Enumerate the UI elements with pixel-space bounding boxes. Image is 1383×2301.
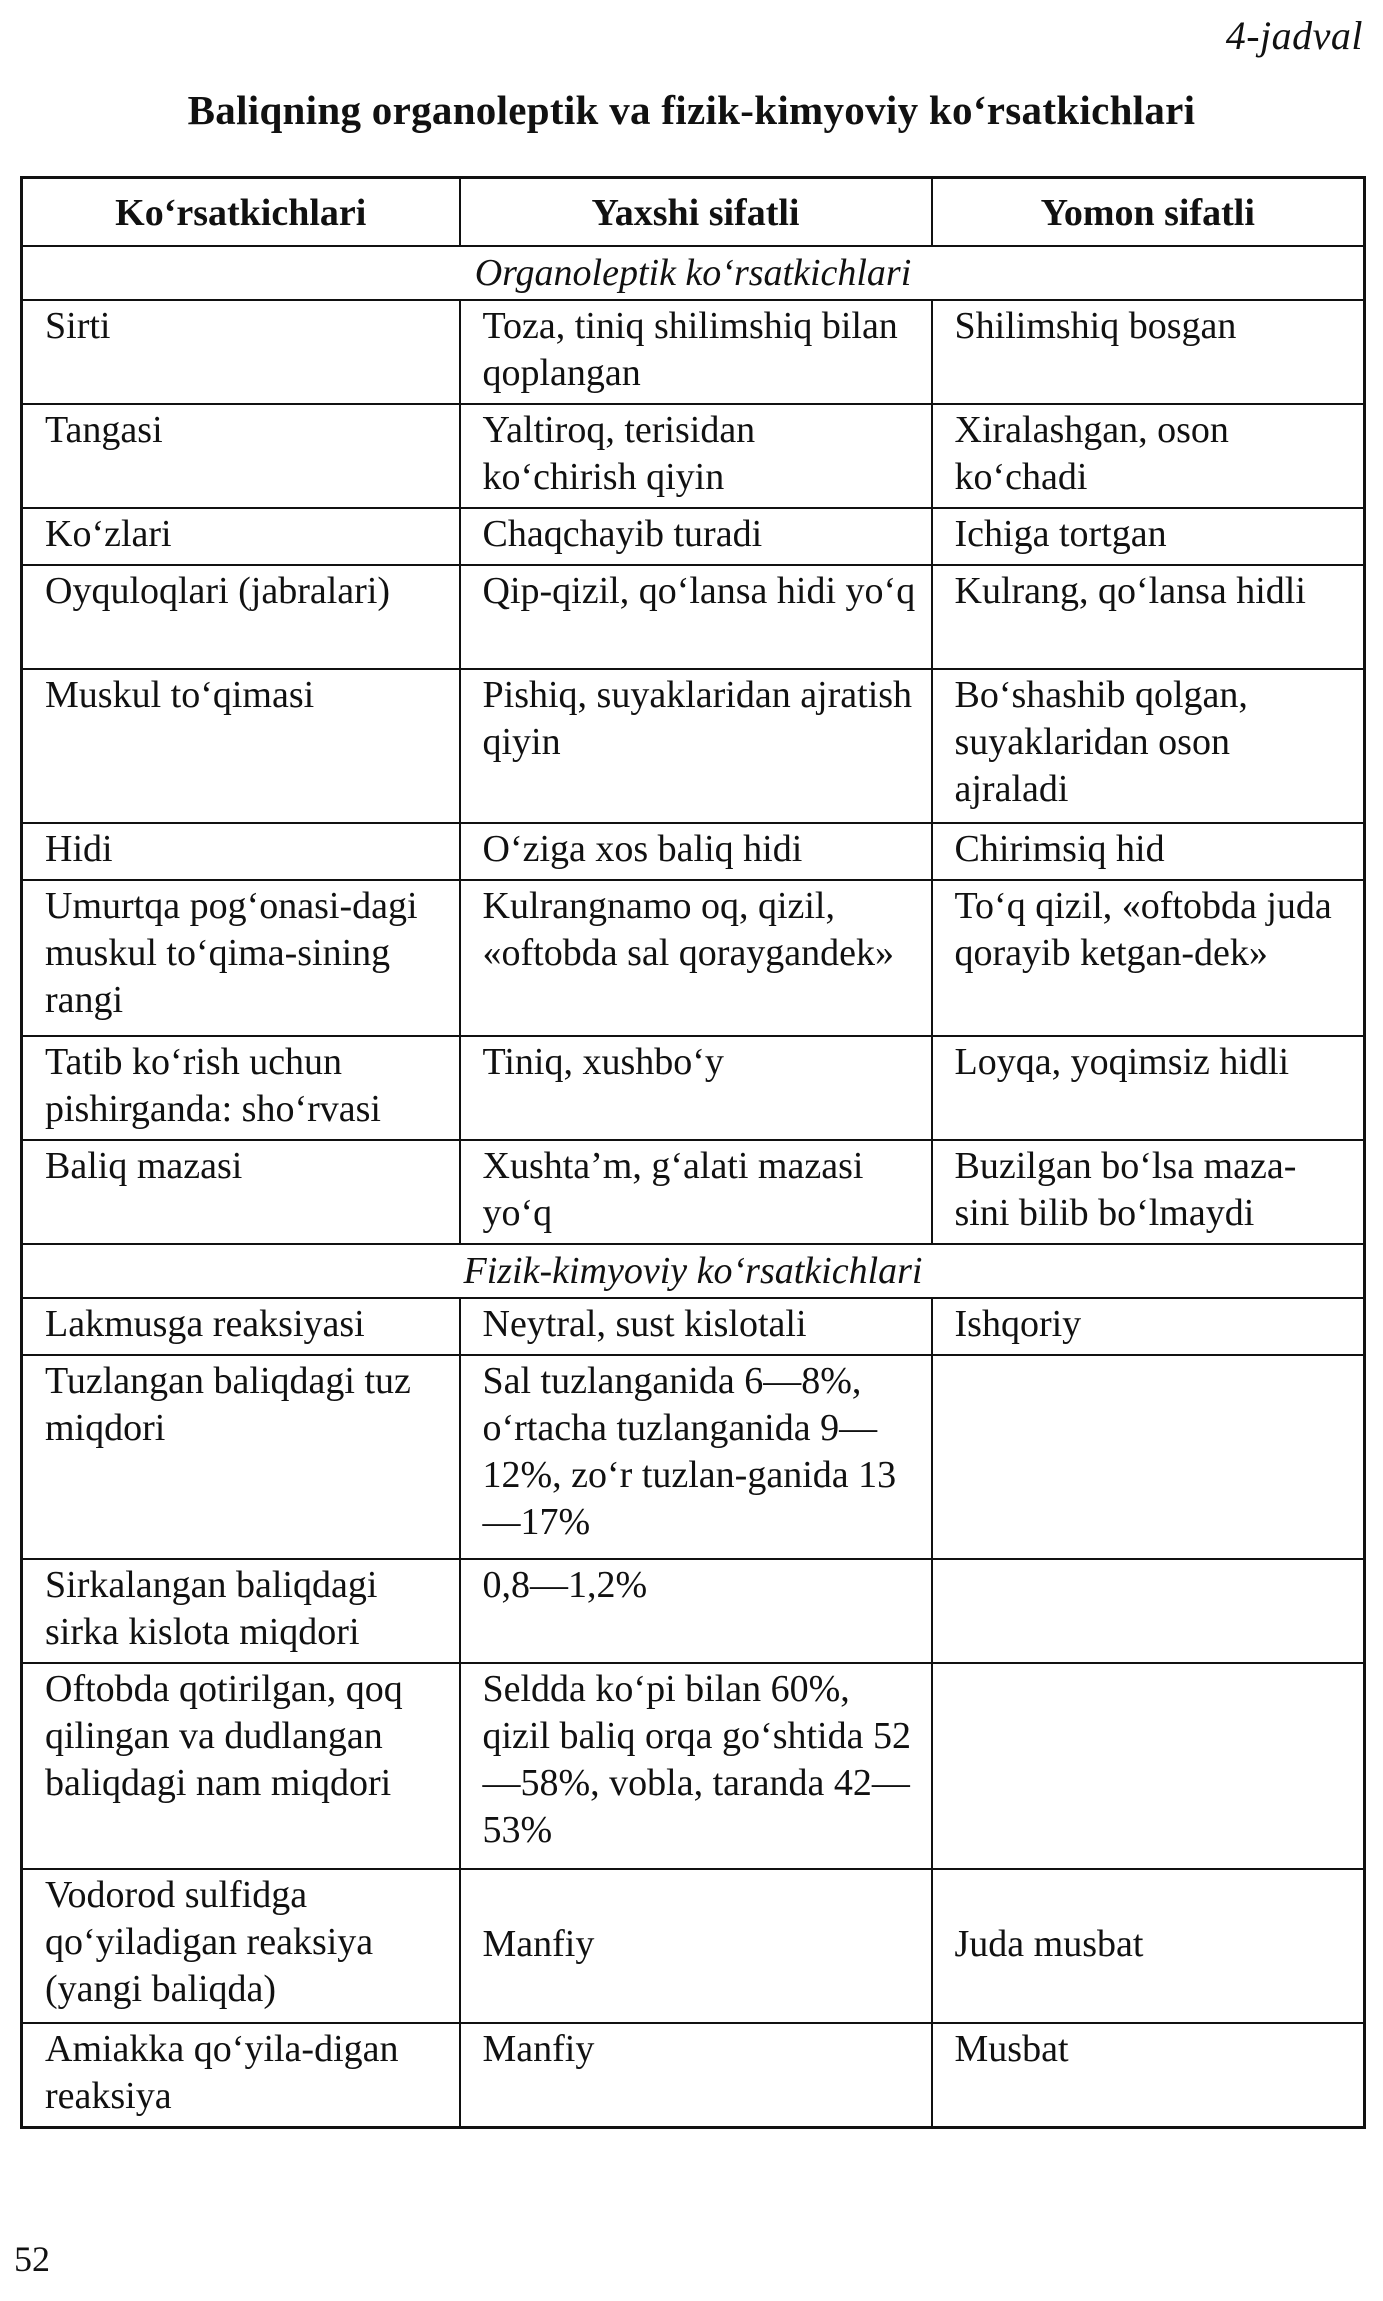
table-row xyxy=(22,823,1365,880)
column-header-indicator: Ko‘rsatkichlari xyxy=(22,178,460,247)
quality-indicators-table xyxy=(20,176,1366,2129)
good-quality-cell: Manfiy xyxy=(460,2023,932,2128)
good-quality-cell: Qip-qizil, qo‘lansa hidi yo‘q xyxy=(460,565,932,669)
bad-quality-cell: Buzilgan bo‘lsa maza-sini bilib bo‘lmaydi xyxy=(932,1140,1365,1244)
table-row xyxy=(22,1036,1365,1140)
bad-quality-cell xyxy=(932,1559,1365,1663)
good-quality-cell: Yaltiroq, terisidan ko‘chirish qiyin xyxy=(460,404,932,508)
good-quality-cell: Xushta’m, g‘alati mazasi yo‘q xyxy=(460,1140,932,1244)
table-row xyxy=(22,1559,1365,1663)
indicator-cell: Lakmusga reaksiyasi xyxy=(22,1298,460,1355)
indicator-cell: Umurtqa pog‘onasi-dagi muskul to‘qima-sining rangi xyxy=(22,880,460,1036)
page-number: 52 xyxy=(14,2239,50,2279)
table-row xyxy=(22,1869,1365,2023)
section-heading: Organoleptik ko‘rsatkichlari xyxy=(22,246,1365,300)
indicator-cell: Tangasi xyxy=(22,404,460,508)
good-quality-cell: Pishiq, suyaklaridan ajratish qiyin xyxy=(460,669,932,823)
table-row xyxy=(22,1663,1365,1869)
table-row xyxy=(22,1140,1365,1244)
bad-quality-cell: Shilimshiq bosgan xyxy=(932,300,1365,404)
bad-quality-cell: Loyqa, yoqimsiz hidli xyxy=(932,1036,1365,1140)
good-quality-cell: Chaqchayib turadi xyxy=(460,508,932,565)
good-quality-cell: Sal tuzlanganida 6—8%, o‘rtacha tuzlanganida 9—12%, zo‘r tuzlan-ganida 13—17% xyxy=(460,1355,932,1559)
header-row xyxy=(22,178,1365,247)
bad-quality-cell: Xiralashgan, oson ko‘chadi xyxy=(932,404,1365,508)
indicator-cell: Amiakka qo‘yila-digan reaksiya xyxy=(22,2023,460,2128)
bad-quality-cell: Kulrang, qo‘lansa hidli xyxy=(932,565,1365,669)
indicator-cell: Tatib ko‘rish uchun pishirganda: sho‘rvasi xyxy=(22,1036,460,1140)
table-row xyxy=(22,1298,1365,1355)
table-title: Baliqning organoleptik va fizik-kimyoviy ko‘rsatkichlari xyxy=(187,87,1196,133)
good-quality-cell: Kulrangnamo oq, qizil, «oftobda sal qoraygandek» xyxy=(460,880,932,1036)
table-row xyxy=(22,1355,1365,1559)
bad-quality-cell xyxy=(932,1663,1365,1869)
table-number-label: 4-jadval xyxy=(1225,13,1363,58)
bad-quality-cell xyxy=(932,1355,1365,1559)
table-row xyxy=(22,404,1365,508)
column-header-bad-quality: Yomon sifatli xyxy=(932,178,1365,247)
bad-quality-cell: Musbat xyxy=(932,2023,1365,2128)
indicator-cell: Sirti xyxy=(22,300,460,404)
indicator-cell: Tuzlangan baliqdagi tuz miqdori xyxy=(22,1355,460,1559)
bad-quality-cell: To‘q qizil, «oftobda juda qorayib ketgan-dek» xyxy=(932,880,1365,1036)
indicator-cell: Oftobda qotirilgan, qoq qilingan va dudlangan baliqdagi nam miqdori xyxy=(22,1663,460,1869)
indicator-cell: Baliq mazasi xyxy=(22,1140,460,1244)
good-quality-cell: Tiniq, xushbo‘y xyxy=(460,1036,932,1140)
bad-quality-cell: Ishqoriy xyxy=(932,1298,1365,1355)
column-header-good-quality: Yaxshi sifatli xyxy=(460,178,932,247)
indicator-cell: Vodorod sulfidga qo‘yiladigan reaksiya (yangi baliqda) xyxy=(22,1869,460,2023)
indicator-cell: Hidi xyxy=(22,823,460,880)
indicator-cell: Muskul to‘qimasi xyxy=(22,669,460,823)
good-quality-cell: Manfiy xyxy=(460,1869,932,2023)
section-heading-row xyxy=(22,246,1365,300)
table-row xyxy=(22,669,1365,823)
indicator-cell: Sirkalangan baliqdagi sirka kislota miqdori xyxy=(22,1559,460,1663)
table-row xyxy=(22,508,1365,565)
good-quality-cell: Seldda ko‘pi bilan 60%, qizil baliq orqa go‘shtida 52—58%, vobla, taranda 42—53% xyxy=(460,1663,932,1869)
good-quality-cell: Neytral, sust kislotali xyxy=(460,1298,932,1355)
section-heading: Fizik-kimyoviy ko‘rsatkichlari xyxy=(22,1244,1365,1298)
good-quality-cell: 0,8—1,2% xyxy=(460,1559,932,1663)
indicator-cell: Oyquloqlari (jabralari) xyxy=(22,565,460,669)
bad-quality-cell: Juda musbat xyxy=(932,1869,1365,2023)
indicator-cell: Ko‘zlari xyxy=(22,508,460,565)
section-heading-row xyxy=(22,1244,1365,1298)
table-row xyxy=(22,2023,1365,2128)
table-row xyxy=(22,565,1365,669)
good-quality-cell: O‘ziga xos baliq hidi xyxy=(460,823,932,880)
bad-quality-cell: Chirimsiq hid xyxy=(932,823,1365,880)
bad-quality-cell: Bo‘shashib qolgan, suyaklaridan oson ajraladi xyxy=(932,669,1365,823)
table-row xyxy=(22,880,1365,1036)
good-quality-cell: Toza, tiniq shilimshiq bilan qoplangan xyxy=(460,300,932,404)
bad-quality-cell: Ichiga tortgan xyxy=(932,508,1365,565)
table-row xyxy=(22,300,1365,404)
